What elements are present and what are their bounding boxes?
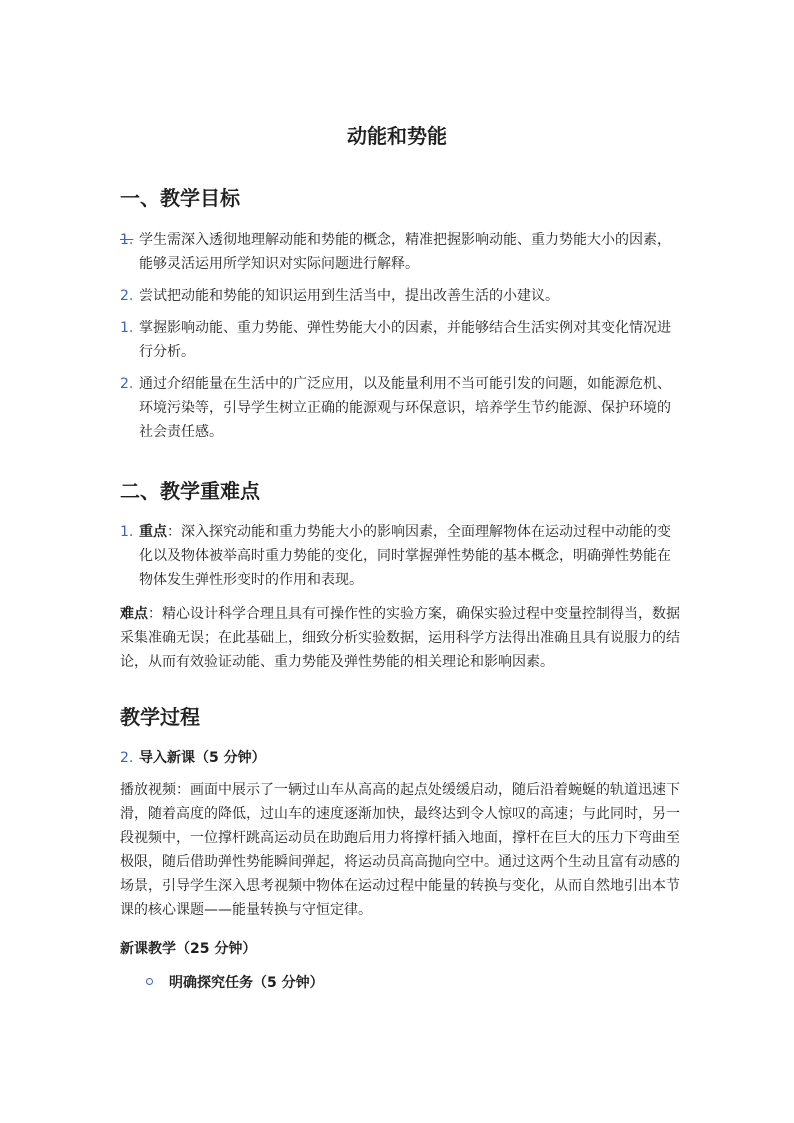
list-number: 2. [120, 288, 134, 304]
intro-paragraph: 播放视频：画面中展示了一辆过山车从高高的起点处缓缓启动，随后沿着蜿蜒的轨道迅速下滑，随着高度的降低，过山车的速度逐渐加快，最终达到令人惊叹的高速；与此同时，另一段视频中，一位撑杆跳高运动员在助跑后用力将撑杆插入地面，撑杆在巨大的压力下弯曲至极限，随后借助弹性势能瞬间弹起，将运动员高高抛向空中。通过这两个生动且富有动感的场景，引导学生深入思考视频中物体在运动过程中能量的转换与变化，从而自然地引出本节课的核心课题——能量转换与守恒定律。 [120, 782, 680, 918]
list-item-text: 通过介绍能量在生活中的广泛应用，以及能量利用不当可能引发的问题，如能源危机、环境污染等，引导学生树立正确的能源观与环保意识，培养学生节约能源、保护环境的社会责任感。 [139, 376, 671, 440]
list-item [120, 316, 680, 364]
key-point-text: ：深入探究动能和重力势能大小的影响因素，全面理解物体在运动过程中动能的变化以及物体被举高时重力势能的变化，同时掌握弹性势能的基本概念，明确弹性势能在物体发生弹性形变时的作用和表现。 [139, 524, 671, 588]
list-item [120, 372, 680, 444]
key-points-list [120, 520, 680, 600]
list-item [120, 746, 680, 770]
list-number: 2. [120, 376, 134, 392]
difficult-point-text: ：精心设计科学合理且具有可操作性的实验方案，确保实验过程中变量控制得当，数据采集准确无误；在此基础上，细致分析实验数据，运用科学方法得出准确且具有说服力的结论，从而有效验证动能、重力势能及弹性势能的相关理论和影响因素。 [120, 606, 680, 670]
section-heading-objectives: 一、教学目标 [120, 186, 240, 210]
list-item-text: 尝试把动能和势能的知识运用到生活当中，提出改善生活的小建议。 [139, 288, 559, 304]
section-heading-key-points: 二、教学重难点 [120, 479, 260, 503]
list-item-text: 学生需深入透彻地理解动能和势能的概念，精准把握影响动能、重力势能大小的因素，能够灵活运用所学知识对实际问题进行解释。 [139, 232, 671, 272]
intro-label: 导入新课（5 分钟） [139, 750, 266, 766]
list-item [120, 284, 680, 308]
key-point-label: 重点 [139, 524, 167, 540]
new-lesson-heading: 新课教学（25 分钟） [120, 941, 257, 957]
objectives-list [120, 228, 680, 452]
list-number: 2. [120, 750, 134, 766]
section-heading-process: 教学过程 [120, 705, 200, 729]
bullet-icon [146, 978, 153, 985]
list-item [146, 971, 324, 995]
list-number: 1. [120, 524, 134, 540]
list-number: 1. [120, 232, 134, 248]
list-item [120, 520, 680, 592]
task-label: 明确探究任务（5 分钟） [169, 975, 324, 991]
list-item [120, 228, 680, 276]
process-list [120, 746, 680, 778]
list-item-text: 掌握影响动能、重力势能、弹性势能大小的因素，并能够结合生活实例对其变化情况进行分析。 [139, 320, 671, 360]
list-number: 1. [120, 320, 134, 336]
difficult-point-paragraph [120, 602, 680, 674]
document-title: 动能和势能 [347, 124, 447, 148]
difficult-point-label: 难点 [120, 606, 148, 622]
